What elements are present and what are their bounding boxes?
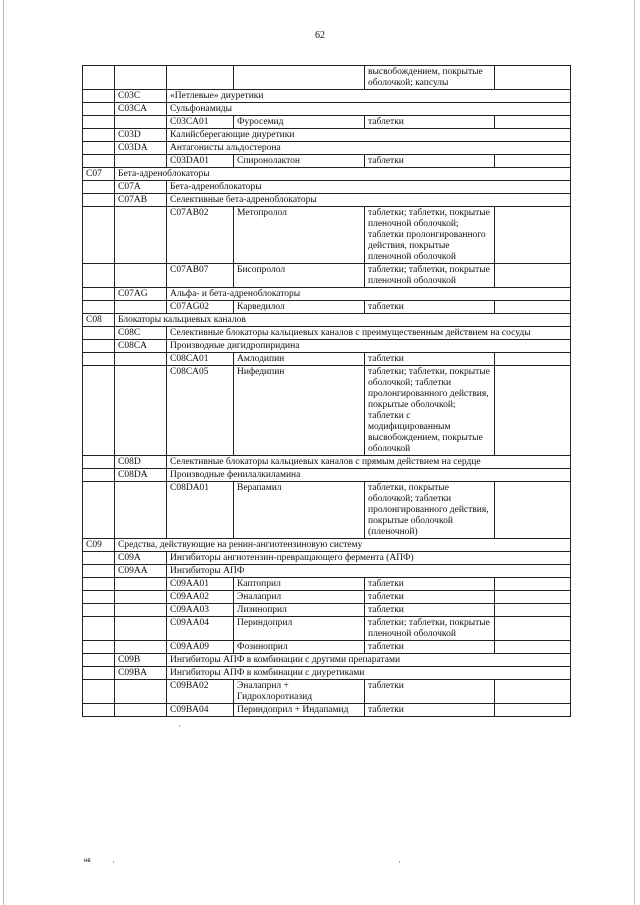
scan-edge-right [634,0,635,905]
subgroup-code-cell [115,353,167,366]
dosage-form-cell: таблетки [365,301,495,314]
extra-cell [495,264,571,288]
subgroup-code-cell: C09B [115,654,167,667]
drug-name-cell: Нифедипин [234,366,365,456]
atc-code-cell: C09AA02 [167,591,234,604]
extra-cell [495,66,571,90]
drug-name-cell: Фозиноприл [234,641,365,654]
extra-cell [495,207,571,264]
subgroup-code-cell: C09A [115,552,167,565]
dosage-form-cell: высвобождением, покрытые оболочкой; капсулы [365,66,495,90]
dosage-form-cell: таблетки [365,116,495,129]
group-code-cell [83,288,115,301]
subgroup-title-cell: Производные дигидропиридина [167,340,571,353]
subgroup-code-cell: C08D [115,456,167,469]
subgroup-title-cell: Калийсберегающие диуретики [167,129,571,142]
table-row [83,617,571,641]
atc-code-cell: C07AB02 [167,207,234,264]
dosage-form-cell: таблетки [365,641,495,654]
group-code-cell [83,66,115,90]
group-code-cell [83,578,115,591]
scan-speck: · [178,722,181,731]
drug-name-cell: Лизиноприл [234,604,365,617]
drug-name-cell [234,66,365,90]
atc-code-cell: C03DA01 [167,155,234,168]
group-code-cell [83,194,115,207]
table-row [83,314,571,327]
group-code-cell [83,353,115,366]
table-row [83,552,571,565]
group-code-cell [83,704,115,717]
table-row [83,539,571,552]
table-row [83,301,571,314]
dosage-form-cell: таблетки [365,604,495,617]
subgroup-code-cell [115,704,167,717]
group-code-cell [83,552,115,565]
subgroup-code-cell: C08C [115,327,167,340]
atc-code-cell: C07AG02 [167,301,234,314]
subgroup-code-cell [115,578,167,591]
subgroup-code-cell [115,482,167,539]
table-row [83,103,571,116]
extra-cell [495,155,571,168]
group-title-cell: Средства, действующие на ренин-ангиотензиновую систему [115,539,571,552]
atc-code-cell [167,66,234,90]
table-row [83,366,571,456]
table-row [83,482,571,539]
subgroup-title-cell: Ингибиторы АПФ [167,565,571,578]
subgroup-title-cell: Селективные бета-адреноблокаторы [167,194,571,207]
atc-code-cell: C07AB07 [167,264,234,288]
extra-cell [495,578,571,591]
page-number: 62 [315,30,325,41]
table-row [83,565,571,578]
scan-speck: · [398,858,401,867]
extra-cell [495,116,571,129]
drug-name-cell: Периндоприл [234,617,365,641]
dosage-form-cell: таблетки, покрытые оболочкой; таблетки пролонгированного действия, покрытые оболочкой (пленочной) [365,482,495,539]
atc-code-cell: C09AA03 [167,604,234,617]
drug-classification-table [82,65,571,717]
table-row [83,168,571,181]
subgroup-code-cell: C03DA [115,142,167,155]
group-code-cell [83,116,115,129]
group-code-cell [83,617,115,641]
atc-code-cell: C03CA01 [167,116,234,129]
subgroup-code-cell [115,604,167,617]
table-row [83,578,571,591]
group-code-cell [83,654,115,667]
atc-code-cell: C09AA04 [167,617,234,641]
subgroup-title-cell: Ингибиторы АПФ в комбинации с диуретиками [167,667,571,680]
group-code-cell [83,301,115,314]
atc-code-cell: C09AA01 [167,578,234,591]
subgroup-code-cell: C07A [115,181,167,194]
extra-cell [495,617,571,641]
footer-mark: нв [84,858,91,864]
subgroup-title-cell: Селективные блокаторы кальциевых каналов с преимущественным действием на сосуды [167,327,571,340]
group-code-cell [83,456,115,469]
group-code-cell [83,181,115,194]
group-code-cell [83,90,115,103]
group-code-cell: C07 [83,168,115,181]
extra-cell [495,482,571,539]
subgroup-title-cell: Сульфонамиды [167,103,571,116]
table-row [83,591,571,604]
group-title-cell: Бета-адреноблокаторы [115,168,571,181]
drug-name-cell: Карведилол [234,301,365,314]
subgroup-code-cell [115,617,167,641]
subgroup-title-cell: Альфа- и бета-адреноблокаторы [167,288,571,301]
subgroup-code-cell [115,66,167,90]
subgroup-code-cell: C03C [115,90,167,103]
group-code-cell [83,366,115,456]
table-row [83,667,571,680]
atc-code-cell: C09BA04 [167,704,234,717]
table-row [83,288,571,301]
atc-code-cell: C09AA09 [167,641,234,654]
drug-name-cell: Периндоприл + Индапамид [234,704,365,717]
table-row [83,340,571,353]
subgroup-code-cell [115,155,167,168]
group-code-cell [83,207,115,264]
subgroup-code-cell [115,116,167,129]
scan-edge-left [3,0,4,905]
dosage-form-cell: таблетки [365,353,495,366]
group-code-cell [83,482,115,539]
extra-cell [495,680,571,704]
dosage-form-cell: таблетки [365,155,495,168]
table-row [83,469,571,482]
table-row [83,90,571,103]
table-row [83,353,571,366]
atc-code-cell: C08CA01 [167,353,234,366]
table-row [83,66,571,90]
table-row [83,327,571,340]
drug-name-cell: Эналаприл + Гидрохлоротиазид [234,680,365,704]
extra-cell [495,641,571,654]
subgroup-title-cell: Ингибиторы ангиотензин-превращающего фермента (АПФ) [167,552,571,565]
table-row [83,680,571,704]
table-row [83,116,571,129]
table-row [83,142,571,155]
table-body [83,66,571,717]
drug-name-cell: Верапамил [234,482,365,539]
extra-cell [495,353,571,366]
table-row [83,129,571,142]
table-row [83,194,571,207]
atc-code-cell: C08DA01 [167,482,234,539]
subgroup-code-cell: C03D [115,129,167,142]
group-code-cell [83,327,115,340]
subgroup-code-cell [115,301,167,314]
subgroup-code-cell [115,591,167,604]
group-code-cell [83,129,115,142]
group-code-cell [83,103,115,116]
subgroup-title-cell: Производные фенилалкиламина [167,469,571,482]
subgroup-code-cell: C07AB [115,194,167,207]
drug-name-cell: Спиронолактон [234,155,365,168]
subgroup-code-cell: C09AA [115,565,167,578]
table-row [83,155,571,168]
drug-name-cell: Фуросемид [234,116,365,129]
group-code-cell [83,591,115,604]
table-row [83,181,571,194]
table-row [83,207,571,264]
subgroup-code-cell [115,641,167,654]
group-code-cell [83,604,115,617]
group-title-cell: Блокаторы кальциевых каналов [115,314,571,327]
dosage-form-cell: таблетки [365,680,495,704]
subgroup-code-cell [115,207,167,264]
drug-name-cell: Эналаприл [234,591,365,604]
dosage-form-cell: таблетки; таблетки, покрытые пленочной оболочкой [365,617,495,641]
drug-name-cell: Амлодипин [234,353,365,366]
table-row [83,604,571,617]
table-row [83,654,571,667]
group-code-cell: C08 [83,314,115,327]
group-code-cell [83,142,115,155]
table-row [83,456,571,469]
subgroup-code-cell: C03CA [115,103,167,116]
subgroup-title-cell: Селективные блокаторы кальциевых каналов с прямым действием на сердце [167,456,571,469]
group-code-cell [83,565,115,578]
group-code-cell [83,667,115,680]
subgroup-code-cell: C08DA [115,469,167,482]
subgroup-code-cell: C08CA [115,340,167,353]
subgroup-title-cell: Антагонисты альдостерона [167,142,571,155]
atc-code-cell: C09BA02 [167,680,234,704]
dosage-form-cell: таблетки [365,591,495,604]
subgroup-title-cell: Бета-адреноблокаторы [167,181,571,194]
subgroup-code-cell [115,680,167,704]
scan-speck: · [112,858,115,867]
group-code-cell [83,469,115,482]
extra-cell [495,604,571,617]
dosage-form-cell: таблетки [365,578,495,591]
drug-name-cell: Метопролол [234,207,365,264]
subgroup-code-cell [115,264,167,288]
extra-cell [495,591,571,604]
dosage-form-cell: таблетки [365,704,495,717]
table-row [83,264,571,288]
extra-cell [495,704,571,717]
drug-name-cell: Каптоприл [234,578,365,591]
subgroup-code-cell: C07AG [115,288,167,301]
drug-name-cell: Бисопролол [234,264,365,288]
dosage-form-cell: таблетки; таблетки, покрытые пленочной оболочкой; таблетки пролонгированного действия, покрытые пленочной оболочкой [365,207,495,264]
atc-code-cell: C08CA05 [167,366,234,456]
subgroup-title-cell: Ингибиторы АПФ в комбинации с другими препаратами [167,654,571,667]
extra-cell [495,301,571,314]
subgroup-code-cell [115,366,167,456]
subgroup-code-cell: C09BA [115,667,167,680]
group-code-cell [83,340,115,353]
dosage-form-cell: таблетки; таблетки, покрытые оболочкой; таблетки пролонгированного действия, покрытые оболочкой; таблетки с модифицированным высвобождением, покрытые оболочкой [365,366,495,456]
extra-cell [495,366,571,456]
table-row [83,704,571,717]
table-row [83,641,571,654]
subgroup-title-cell: «Петлевые» диуретики [167,90,571,103]
group-code-cell: C09 [83,539,115,552]
group-code-cell [83,680,115,704]
group-code-cell [83,155,115,168]
group-code-cell [83,264,115,288]
dosage-form-cell: таблетки; таблетки, покрытые пленочной оболочкой [365,264,495,288]
group-code-cell [83,641,115,654]
